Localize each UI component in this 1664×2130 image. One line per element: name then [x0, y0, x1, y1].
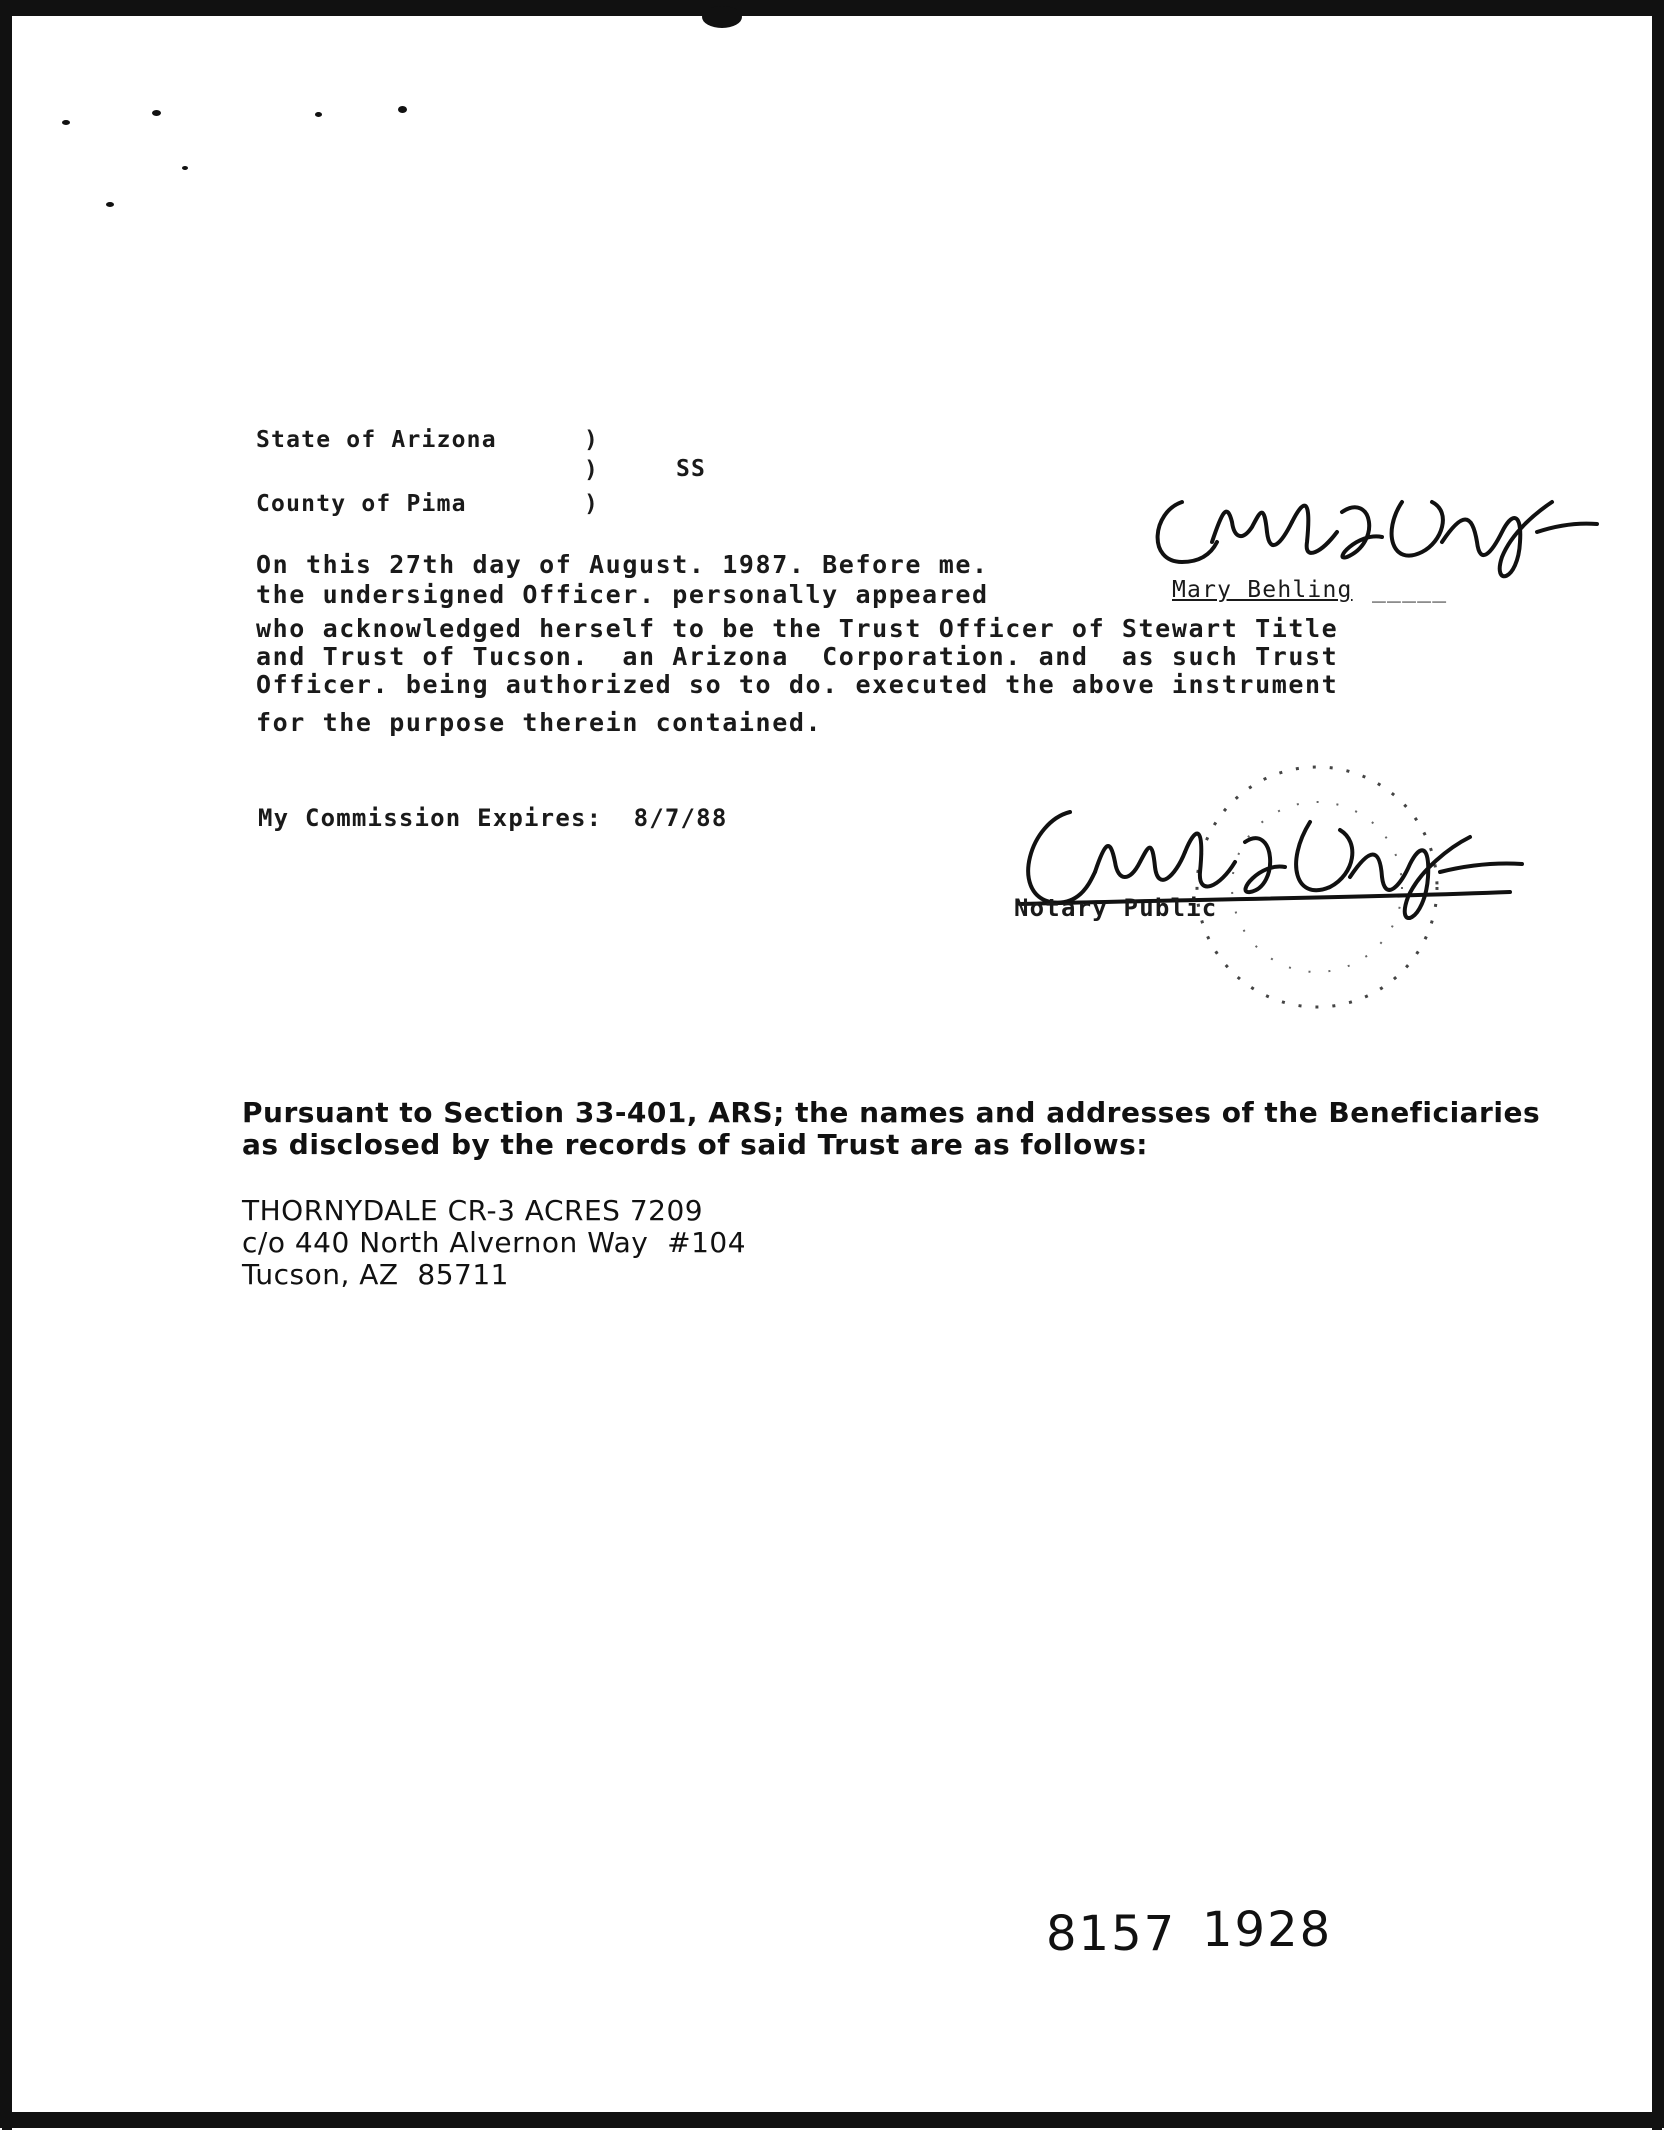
notary-public-label: Notary Public: [1014, 894, 1218, 922]
scan-edge-right: [1652, 2, 1662, 2130]
acknowledgment-line: On this 27th day of August. 1987. Before me.: [256, 550, 989, 579]
record-page-number: 1928: [1202, 1902, 1333, 1958]
acknowledgment-line: for the purpose therein contained.: [256, 708, 823, 737]
beneficiary-address-line: Tucson, AZ 85711: [242, 1258, 509, 1291]
venue-county: County of Pima: [256, 491, 467, 517]
venue-brace: ): [584, 491, 600, 517]
scan-speck: [152, 110, 161, 116]
venue-state: State of Arizona: [256, 427, 497, 453]
scan-speck: [315, 112, 322, 117]
scan-edge-left: [2, 2, 12, 2130]
venue-ss: SS: [676, 456, 707, 482]
scan-speck: [62, 120, 70, 125]
commission-expires: My Commission Expires: 8/7/88: [258, 804, 728, 832]
beneficiary-address-line: THORNYDALE CR-3 ACRES 7209: [242, 1194, 704, 1227]
appeared-name-blank: _____: [1372, 577, 1448, 603]
scan-speck: [702, 6, 742, 28]
scan-edge-top: [2, 2, 1664, 16]
venue-brace: ): [584, 427, 600, 453]
scan-speck: [106, 202, 114, 207]
acknowledgment-line: the undersigned Officer. personally appeared: [256, 580, 989, 609]
scan-speck: [398, 106, 407, 113]
scan-speck: [182, 166, 188, 170]
record-docket-number: 8157: [1046, 1906, 1177, 1962]
notary-signature-bottom: [1010, 792, 1530, 952]
scan-edge-bottom: [2, 2112, 1664, 2126]
acknowledgment-line: and Trust of Tucson. an Arizona Corporation. and as such Trust: [256, 642, 1339, 671]
beneficiaries-intro: as disclosed by the records of said Trust are as follows:: [242, 1128, 1149, 1161]
venue-brace: ): [584, 457, 600, 483]
beneficiaries-intro: Pursuant to Section 33-401, ARS; the names and addresses of the Beneficiaries: [242, 1096, 1541, 1129]
appeared-name: Mary Behling: [1172, 577, 1353, 603]
beneficiary-address-line: c/o 440 North Alvernon Way #104: [242, 1226, 747, 1259]
notary-signature-top: [1142, 472, 1602, 592]
acknowledgment-line: who acknowledged herself to be the Trust Officer of Stewart Title: [256, 614, 1339, 643]
acknowledgment-line: Officer. being authorized so to do. executed the above instrument: [256, 670, 1339, 699]
